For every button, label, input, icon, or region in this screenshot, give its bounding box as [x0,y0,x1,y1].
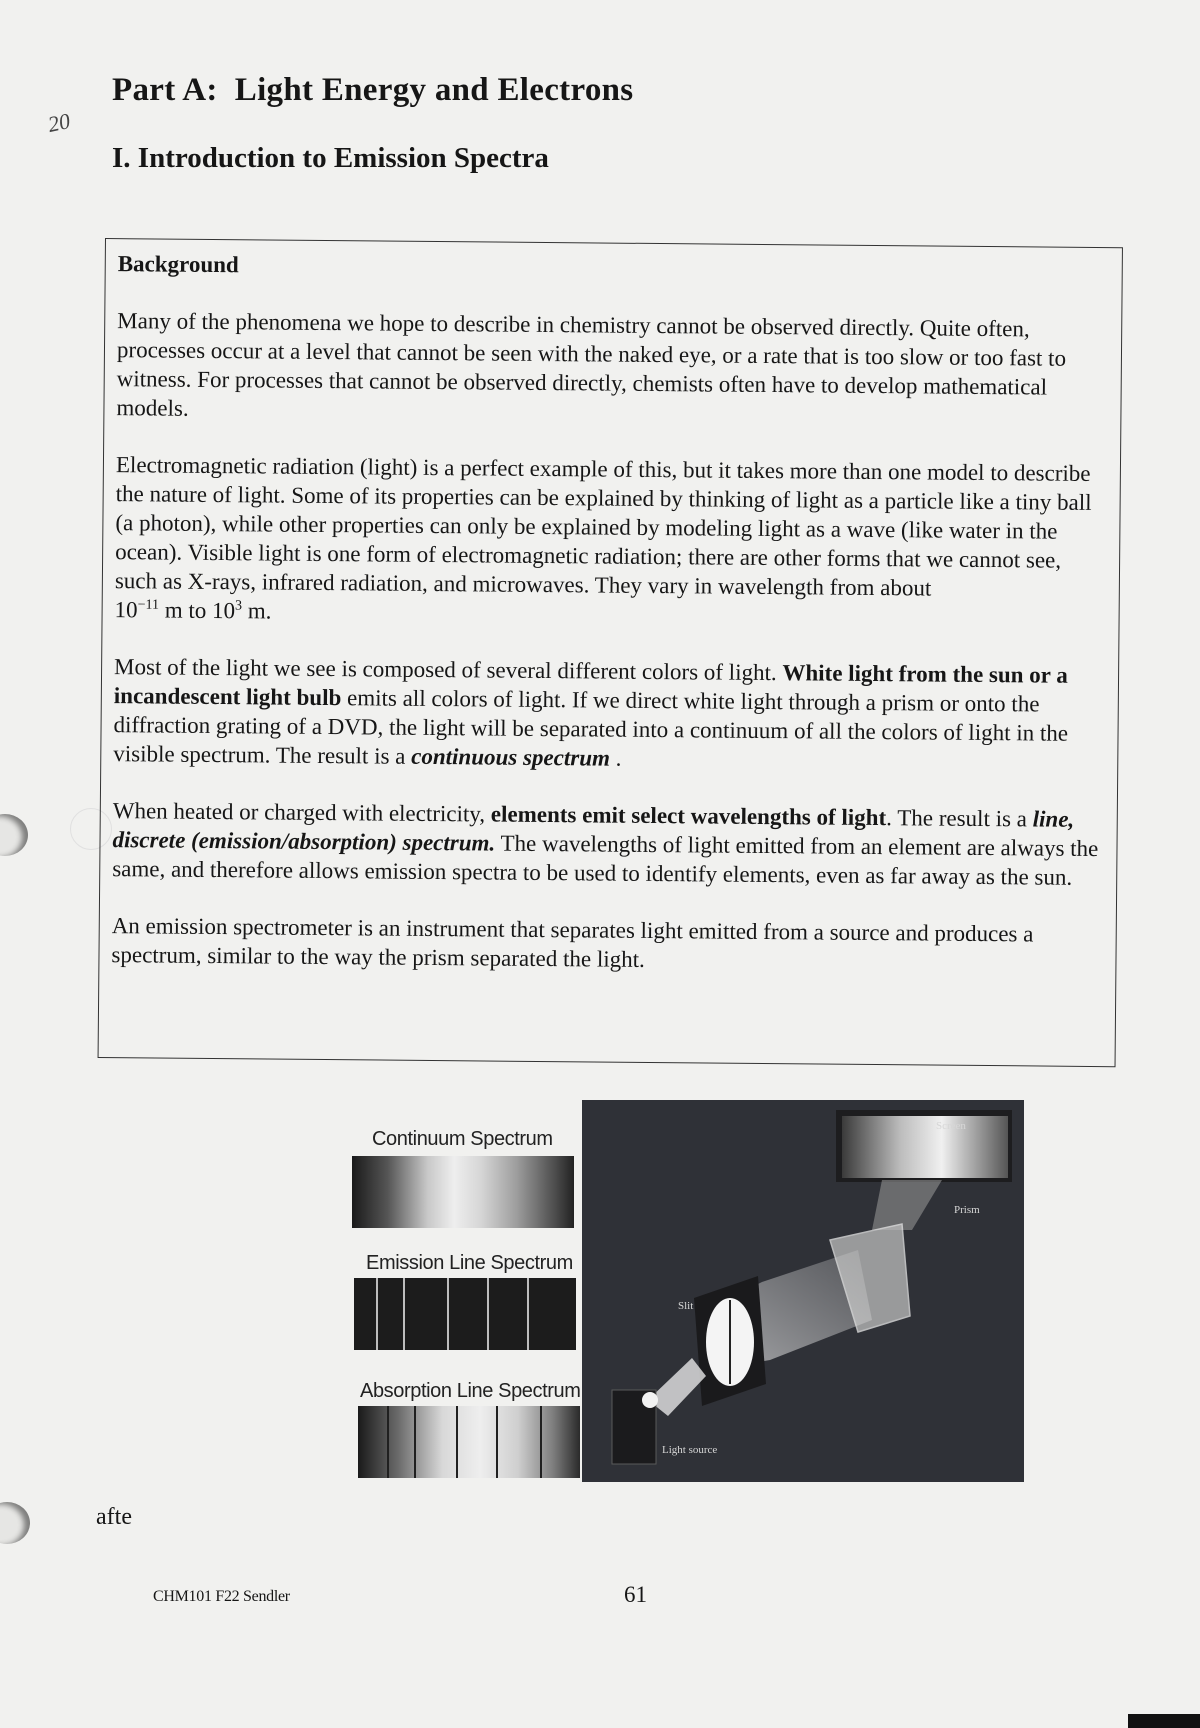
range-base-1: 10 [114,597,138,623]
continuum-spectrum-bar [352,1156,574,1228]
absorption-spectrum-label: Absorption Line Spectrum [360,1380,581,1402]
range-exponent-1: −11 [137,597,160,613]
absorption-line-3 [456,1406,458,1478]
background-paragraph-4 [112,796,1105,892]
range-exponent-2: 3 [235,598,243,614]
light-source-glow [642,1392,658,1408]
binder-hole-top [0,814,28,856]
light-source-label: Light source [662,1444,718,1456]
slit-label: Slit [678,1300,694,1312]
p3-continuous-spectrum: continuous spectrum [411,743,611,771]
absorption-line-5 [540,1406,542,1478]
p4-bold-elements-emit: elements emit select wavelengths of light [490,801,887,831]
part-label: Part A: [112,72,218,108]
emission-line-3 [447,1278,449,1350]
p4-text-c: . The result is a [886,805,1033,832]
p3-text-c: emits all colors of light. If we direct white light through a prism or onto the diffraction grating of a DVD, the light will be separated into a continuum of all the colors of light in the visible spectrum. The result is a [113,685,1069,769]
emission-line-4 [487,1278,489,1350]
emission-spectrum-bar [354,1278,576,1350]
background-paragraph-2 [114,450,1108,633]
p4-text-a: When heated or charged with electricity, [112,798,491,827]
page-number: 61 [624,1582,647,1607]
range-end: m. [241,598,272,624]
background-paragraph-5: An emission spectrometer is an instrument that separates light emitted from a source and produces a spectrum, similar to the way the prism separated the light. [111,913,1034,972]
section-title: I. Introduction to Emission Spectra [112,142,549,174]
p3-text-a: Most of the light we see is composed of several different colors of light. [113,654,783,686]
background-paragraph-1: Many of the phenomena we hope to describe in chemistry cannot be observed directly. Quite often, processes occur at a level that cannot be seen with the naked eye, or a rate that is too slow or too fast to witness. For processes that cannot be observed directly, chemists often have to develop mathematical models. [116,308,1067,421]
apparatus-drawing [582,1100,1024,1482]
absorption-spectrum-bar [358,1406,580,1478]
page-corner-shadow [1128,1714,1200,1728]
emission-line-2 [403,1278,405,1350]
spectra-column [352,1100,582,1482]
background-box [98,238,1123,1067]
absorption-line-2 [414,1406,416,1478]
p3-text-e: . [609,745,622,771]
absorption-line-1 [387,1406,389,1478]
background-paragraph-3 [113,652,1106,777]
spectra-figure [352,1100,1024,1482]
p4-text-e: The wavelengths of light emitted from an element are always the same, and therefore allows emission spectra to be used to identify elements, even as far away as the sun. [112,830,1099,890]
continuum-spectrum-label: Continuum Spectrum [372,1128,553,1150]
footer-course: CHM101 F22 Sendler [153,1588,290,1605]
binder-hole-bottom [0,1502,30,1544]
p3-bold-white-light: White light from the sun or a incandescent light bulb [113,660,1068,711]
margin-fragment-text: afte [96,1504,132,1530]
page-title [112,72,633,109]
emission-spectrum-label: Emission Line Spectrum [366,1252,573,1274]
margin-mark: 20 [45,107,73,138]
background-heading: Background [117,251,239,278]
wavelength-range [115,597,272,623]
absorption-line-4 [496,1406,498,1478]
emission-line-5 [527,1278,529,1350]
screen-icon [842,1116,1008,1178]
spectrometer-apparatus-image [582,1100,1024,1482]
paragraph-2-text: Electromagnetic radiation (light) is a perfect example of this, but it takes more than one model to describe the nature of light. Some of its properties can be explained by thinking of light as a particle like a tiny ball (a photon), while other properties can only be explained by modeling light as a wave (like water in the ocean). Visible light is one form of electromagnetic radiation; there are other forms that we cannot see, such as X-rays, infrared radiation, and microwaves. They vary in wavelength from about [114,452,1092,601]
p4-line-discrete-spectrum: line, discrete (emission/absorption) spectrum. [112,806,1075,856]
screen-label: Screen [936,1120,966,1132]
part-title: Light Energy and Electrons [234,72,634,108]
range-middle: m to 10 [158,597,236,624]
prism-label: Prism [954,1204,980,1216]
emission-line-1 [376,1278,378,1350]
